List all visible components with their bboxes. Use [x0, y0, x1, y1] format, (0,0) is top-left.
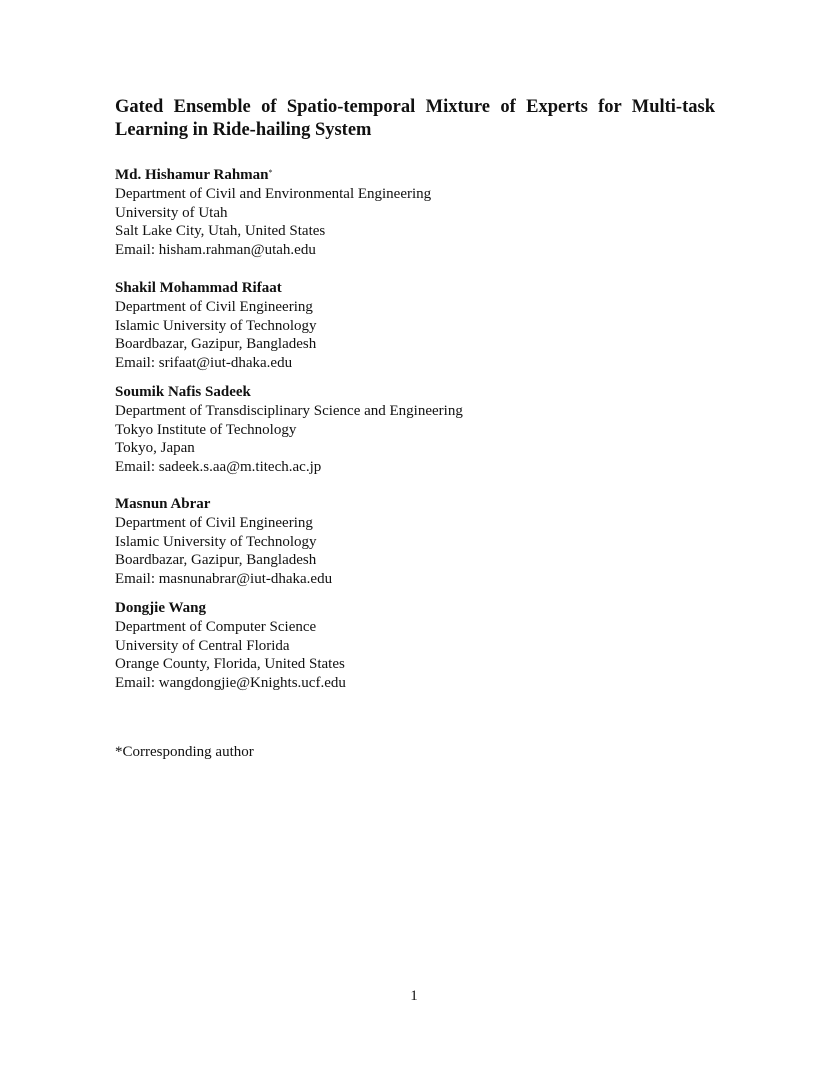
paper-title: Gated Ensemble of Spatio-temporal Mixture of Experts for Multi-task Learning in Ride-hailing System	[115, 97, 715, 140]
author-name: Md. Hishamur Rahman*	[115, 167, 273, 183]
author-block	[115, 166, 715, 260]
author-institution: Tokyo Institute of Technology	[115, 421, 297, 438]
author-email: Email: hisham.rahman@utah.edu	[115, 242, 316, 259]
author-email: Email: masnunabrar@iut-dhaka.edu	[115, 571, 333, 588]
corresponding-author-note: *Corresponding author	[115, 744, 254, 760]
author-institution: Islamic University of Technology	[115, 317, 317, 334]
author-department: Department of Civil Engineering	[115, 298, 313, 315]
author-institution: University of Utah	[115, 204, 228, 221]
author-block	[115, 383, 715, 477]
author-department: Department of Civil Engineering	[115, 514, 313, 531]
author-location: Orange County, Florida, United States	[115, 656, 345, 673]
author-department: Department of Transdisciplinary Science and Engineering	[115, 402, 463, 419]
author-email: Email: wangdongjie@Knights.ucf.edu	[115, 675, 346, 692]
author-block	[115, 279, 715, 373]
author-location: Tokyo, Japan	[115, 440, 195, 457]
author-institution: Islamic University of Technology	[115, 533, 317, 550]
author-location: Boardbazar, Gazipur, Bangladesh	[115, 552, 317, 569]
author-email: Email: srifaat@iut-dhaka.edu	[115, 355, 293, 372]
author-department: Department of Civil and Environmental Engineering	[115, 185, 432, 202]
author-institution: University of Central Florida	[115, 637, 290, 654]
author-name: Shakil Mohammad Rifaat	[115, 280, 282, 296]
author-block	[115, 495, 715, 589]
page-number: 1	[410, 988, 418, 1004]
corresponding-marker: *	[268, 168, 273, 177]
author-name: Dongjie Wang	[115, 600, 206, 616]
author-location: Salt Lake City, Utah, United States	[115, 223, 326, 240]
author-name: Soumik Nafis Sadeek	[115, 384, 251, 400]
author-block	[115, 599, 715, 693]
author-department: Department of Computer Science	[115, 618, 317, 635]
author-name: Masnun Abrar	[115, 496, 211, 512]
author-email: Email: sadeek.s.aa@m.titech.ac.jp	[115, 459, 322, 476]
author-location: Boardbazar, Gazipur, Bangladesh	[115, 336, 317, 353]
